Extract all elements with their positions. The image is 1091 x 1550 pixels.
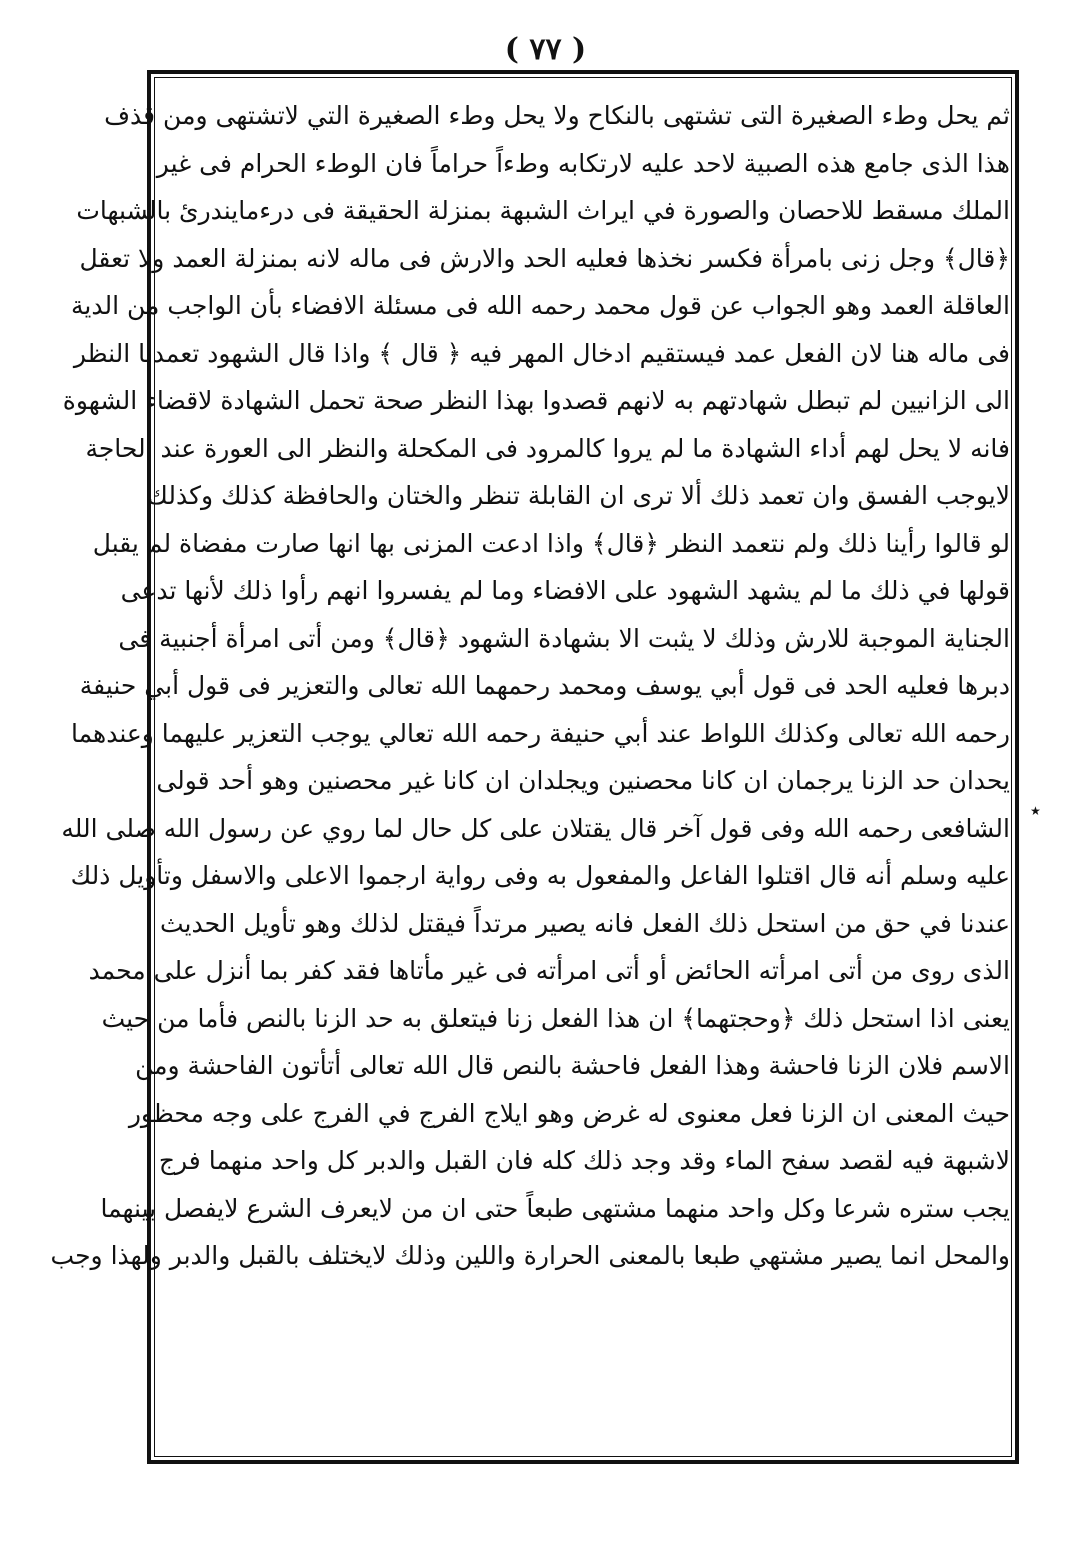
text-line: العاقلة العمد وهو الجواب عن قول محمد رحمه الله فى مسئلة الافضاء بأن الواجب من الدية [71,291,1010,320]
text-line: لاشبهة فيه لقصد سفح الماء وقد وجد ذلك كله فان القبل والدبر كل واحد منهما فرج [158,1146,1010,1175]
text-line: الشافعى رحمه الله وفى قول آخر قال يقتلان على كل حال لما روي عن رسول الله صلى الله [61,813,1010,843]
text-line: والمحل انما يصير مشتهي طبعا بالمعنى الحرارة واللين وذلك لايختلف بالقبل والدبر ولهذا وجب [50,1241,1010,1270]
text-line: لايوجب الفسق وان تعمد ذلك ألا ترى ان القابلة تنظر والختان والحافظة كذلك وكذلك [147,481,1010,510]
text-line: الى الزانيين لم تبطل شهادتهم به لانهم قصدوا بهذا النظر صحة تحمل الشهادة لاقضاء الشهوة [62,386,1010,415]
text-line: ثم يحل وطء الصغيرة التى تشتهى بالنكاح ولا يحل وطء الصغيرة التي لاتشتهى ومن قذف [104,101,1010,130]
text-block [50,92,1010,1280]
text-line: لو قالوا رأينا ذلك ولم نتعمد النظر ﴿قال﴾ واذا ادعت المزنى بها انها صارت مفضاة لم يقبل [92,528,1010,558]
text-line: الاسم فلان الزنا فاحشة وهذا الفعل فاحشة بالنص قال الله تعالى أتأتون الفاحشة ومن [135,1051,1010,1080]
text-line: الجناية الموجبة للارش وذلك لا يثبت الا بشهادة الشهود ﴿قال﴾ ومن أتى امرأة أجنبية فى [118,623,1010,653]
text-line: عندنا في حق من استحل ذلك الفعل فانه يصير مرتداً فيقتل لذلك وهو تأويل الحديث [160,908,1010,938]
text-line: دبرها فعليه الحد فى قول أبي يوسف ومحمد رحمهما الله تعالى والتعزير فى قول أبي حنيفة [79,671,1010,700]
text-line: فى ماله هنا لان الفعل عمد فيستقيم ادخال المهر فيه ﴿ قال ﴾ واذا قال الشهود تعمدنا النظر [73,338,1010,368]
text-line: الملك مسقط للاحصان والصورة في ايراث الشبهة بمنزلة الحقيقة فى درءمايندرئ بالشبهات [76,196,1010,225]
text-line: الذى روى من أتى امرأته الحائض أو أتى امرأته فى غير مأتاها فقد كفر بما أنزل على محمد [88,956,1010,985]
text-line: ﴿قال﴾ وجل زنى بامرأة فكسر نخذها فعليه الحد والارش فى ماله لانه بمنزلة العمد ولا تعقل [79,243,1010,273]
text-line: يجب ستره شرعا وكل واحد منهما مشتهى طبعاً حتى ان من لايعرف الشرع لايفصل بينهما [100,1193,1010,1223]
text-line: حيث المعنى ان الزنا فعل معنوى له غرض وهو ايلاج الفرج في الفرج على وجه محظور [128,1098,1010,1128]
text-line: يحدان حد الزنا يرجمان ان كانا محصنين ويجلدان ان كانا غير محصنين وهو أحد قولى [156,766,1010,795]
text-line: هذا الذى جامع هذه الصبية لاحد عليه لارتكابه وطءاً حراماً فان الوطء الحرام فى غير [156,148,1010,178]
text-line: فانه لا يحل لهم أداء الشهادة ما لم يروا كالمرود فى المكحلة والنظر الى العورة عند الحاجة [85,433,1010,463]
text-line: قولها في ذلك ما لم يشهد الشهود على الافضاء وما لم يفسروا انهم رأوا ذلك لأنها تدعى [120,576,1010,605]
text-line: رحمه الله تعالى وكذلك اللواط عند أبي حنيفة رحمه الله تعالي يوجب التعزير عليهما وعندهما [70,718,1010,748]
text-line: يعنى اذا استحل ذلك ﴿وحجتهما﴾ ان هذا الفعل زنا فيتعلق به حد الزنا بالنص فأما من حيث [101,1003,1010,1033]
margin-note: ٭ [1030,798,1041,822]
text-line: عليه وسلم أنه قال اقتلوا الفاعل والمفعول به وفى رواية ارجموا الاعلى والاسفل وتأويل ذلك [70,861,1010,890]
page-number: ( ٧٧ ) [504,32,587,67]
